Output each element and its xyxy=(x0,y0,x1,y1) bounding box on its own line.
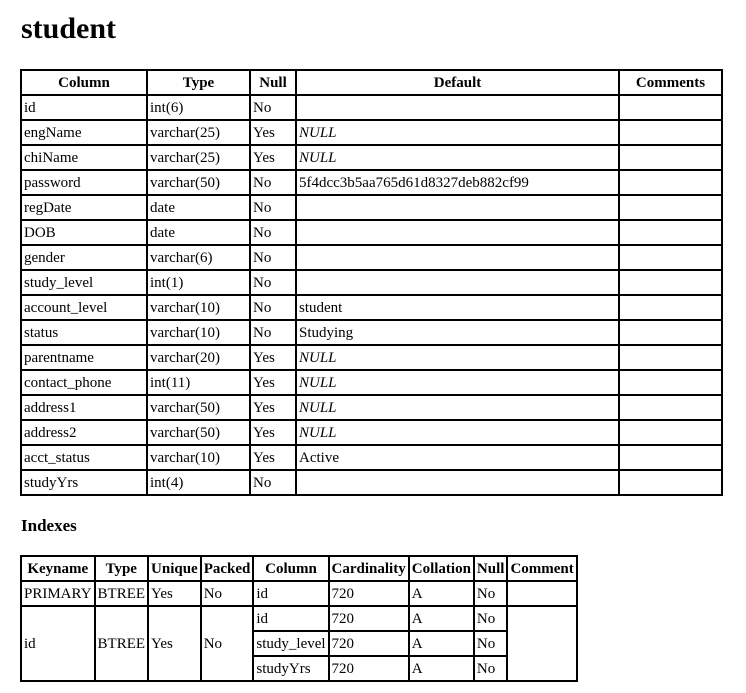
indexes-table xyxy=(20,555,578,682)
cell-null: No xyxy=(250,470,296,495)
cell-type: varchar(50) xyxy=(147,395,250,420)
cell-column: address2 xyxy=(21,420,147,445)
table-row xyxy=(21,220,722,245)
cell-null: No xyxy=(250,270,296,295)
cell-default: NULL xyxy=(296,420,619,445)
cell-comments xyxy=(619,420,722,445)
cell-type: int(1) xyxy=(147,270,250,295)
cell-default: Studying xyxy=(296,320,619,345)
cell-cardinality: 720 xyxy=(329,606,409,631)
cell-type: varchar(50) xyxy=(147,420,250,445)
cell-comments xyxy=(619,370,722,395)
cell-comments xyxy=(619,345,722,370)
cell-default: NULL xyxy=(296,345,619,370)
cell-type: varchar(6) xyxy=(147,245,250,270)
header-index-null: Null xyxy=(474,556,508,581)
table-row xyxy=(21,145,722,170)
columns-header-row xyxy=(21,70,722,95)
cell-type: varchar(20) xyxy=(147,345,250,370)
table-row xyxy=(21,581,577,606)
cell-index-null: No xyxy=(474,631,508,656)
cell-comments xyxy=(619,245,722,270)
cell-comments xyxy=(619,320,722,345)
cell-default xyxy=(296,220,619,245)
table-row xyxy=(21,606,577,631)
cell-default xyxy=(296,95,619,120)
table-row xyxy=(21,420,722,445)
table-row xyxy=(21,370,722,395)
cell-column: password xyxy=(21,170,147,195)
cell-default: NULL xyxy=(296,370,619,395)
cell-type: varchar(25) xyxy=(147,145,250,170)
cell-default: 5f4dcc3b5aa765d61d8327deb882cf99 xyxy=(296,170,619,195)
header-collation: Collation xyxy=(409,556,474,581)
header-index-type: Type xyxy=(95,556,149,581)
cell-cardinality: 720 xyxy=(329,581,409,606)
table-row xyxy=(21,345,722,370)
cell-type: varchar(10) xyxy=(147,295,250,320)
cell-comments xyxy=(619,95,722,120)
header-default: Default xyxy=(296,70,619,95)
cell-comments xyxy=(619,120,722,145)
table-row xyxy=(21,445,722,470)
table-row xyxy=(21,170,722,195)
cell-null: No xyxy=(250,245,296,270)
cell-type: varchar(25) xyxy=(147,120,250,145)
cell-index-column: study_level xyxy=(253,631,328,656)
cell-index-column: studyYrs xyxy=(253,656,328,681)
cell-index-column: id xyxy=(253,581,328,606)
cell-collation: A xyxy=(409,581,474,606)
cell-type: date xyxy=(147,195,250,220)
header-column: Column xyxy=(21,70,147,95)
table-row xyxy=(21,470,722,495)
cell-column: regDate xyxy=(21,195,147,220)
cell-comments xyxy=(619,270,722,295)
cell-column: parentname xyxy=(21,345,147,370)
cell-null: Yes xyxy=(250,145,296,170)
cell-column: DOB xyxy=(21,220,147,245)
cell-comment xyxy=(507,581,576,606)
header-null: Null xyxy=(250,70,296,95)
table-row xyxy=(21,270,722,295)
header-comments: Comments xyxy=(619,70,722,95)
columns-table xyxy=(20,69,723,496)
cell-packed: No xyxy=(201,581,254,606)
cell-comments xyxy=(619,170,722,195)
cell-type: varchar(10) xyxy=(147,320,250,345)
table-row xyxy=(21,320,722,345)
table-row xyxy=(21,195,722,220)
cell-null: Yes xyxy=(250,420,296,445)
cell-comments xyxy=(619,295,722,320)
cell-default xyxy=(296,270,619,295)
cell-comments xyxy=(619,445,722,470)
cell-collation: A xyxy=(409,656,474,681)
cell-default: NULL xyxy=(296,395,619,420)
table-row xyxy=(21,95,722,120)
cell-default xyxy=(296,195,619,220)
cell-column: contact_phone xyxy=(21,370,147,395)
cell-null: No xyxy=(250,195,296,220)
cell-column: engName xyxy=(21,120,147,145)
header-type: Type xyxy=(147,70,250,95)
cell-null: No xyxy=(250,170,296,195)
cell-comment xyxy=(507,606,576,681)
cell-column: status xyxy=(21,320,147,345)
cell-comments xyxy=(619,395,722,420)
cell-column: id xyxy=(21,95,147,120)
cell-column: address1 xyxy=(21,395,147,420)
cell-type: int(4) xyxy=(147,470,250,495)
cell-default: NULL xyxy=(296,145,619,170)
cell-comments xyxy=(619,195,722,220)
cell-null: Yes xyxy=(250,345,296,370)
cell-cardinality: 720 xyxy=(329,631,409,656)
cell-null: No xyxy=(250,295,296,320)
cell-index-column: id xyxy=(253,606,328,631)
cell-column: gender xyxy=(21,245,147,270)
cell-null: Yes xyxy=(250,395,296,420)
page-title: student xyxy=(21,12,117,45)
cell-collation: A xyxy=(409,631,474,656)
cell-type: varchar(50) xyxy=(147,170,250,195)
cell-null: Yes xyxy=(250,120,296,145)
cell-type: int(11) xyxy=(147,370,250,395)
cell-index-null: No xyxy=(474,581,508,606)
cell-column: studyYrs xyxy=(21,470,147,495)
cell-null: Yes xyxy=(250,370,296,395)
cell-unique: Yes xyxy=(148,606,201,681)
header-unique: Unique xyxy=(148,556,201,581)
header-packed: Packed xyxy=(201,556,254,581)
cell-default xyxy=(296,470,619,495)
cell-null: No xyxy=(250,95,296,120)
cell-keyname: id xyxy=(21,606,95,681)
cell-default: NULL xyxy=(296,120,619,145)
cell-null: No xyxy=(250,320,296,345)
cell-default: Active xyxy=(296,445,619,470)
cell-cardinality: 720 xyxy=(329,656,409,681)
cell-index-null: No xyxy=(474,656,508,681)
cell-type: int(6) xyxy=(147,95,250,120)
cell-null: No xyxy=(250,220,296,245)
table-row xyxy=(21,395,722,420)
cell-index-null: No xyxy=(474,606,508,631)
indexes-header-row xyxy=(21,556,577,581)
table-row xyxy=(21,295,722,320)
cell-type: varchar(10) xyxy=(147,445,250,470)
cell-unique: Yes xyxy=(148,581,201,606)
cell-column: account_level xyxy=(21,295,147,320)
header-comment: Comment xyxy=(507,556,576,581)
cell-default: student xyxy=(296,295,619,320)
cell-null: Yes xyxy=(250,445,296,470)
cell-column: acct_status xyxy=(21,445,147,470)
header-index-column: Column xyxy=(253,556,328,581)
indexes-heading: Indexes xyxy=(21,516,77,535)
cell-column: chiName xyxy=(21,145,147,170)
cell-type: date xyxy=(147,220,250,245)
cell-keyname: PRIMARY xyxy=(21,581,95,606)
header-keyname: Keyname xyxy=(21,556,95,581)
table-row xyxy=(21,245,722,270)
cell-default xyxy=(296,245,619,270)
cell-packed: No xyxy=(201,606,254,681)
header-cardinality: Cardinality xyxy=(329,556,409,581)
table-row xyxy=(21,120,722,145)
cell-comments xyxy=(619,470,722,495)
cell-index-type: BTREE xyxy=(95,581,149,606)
cell-collation: A xyxy=(409,606,474,631)
cell-column: study_level xyxy=(21,270,147,295)
cell-index-type: BTREE xyxy=(95,606,149,681)
cell-comments xyxy=(619,220,722,245)
cell-comments xyxy=(619,145,722,170)
